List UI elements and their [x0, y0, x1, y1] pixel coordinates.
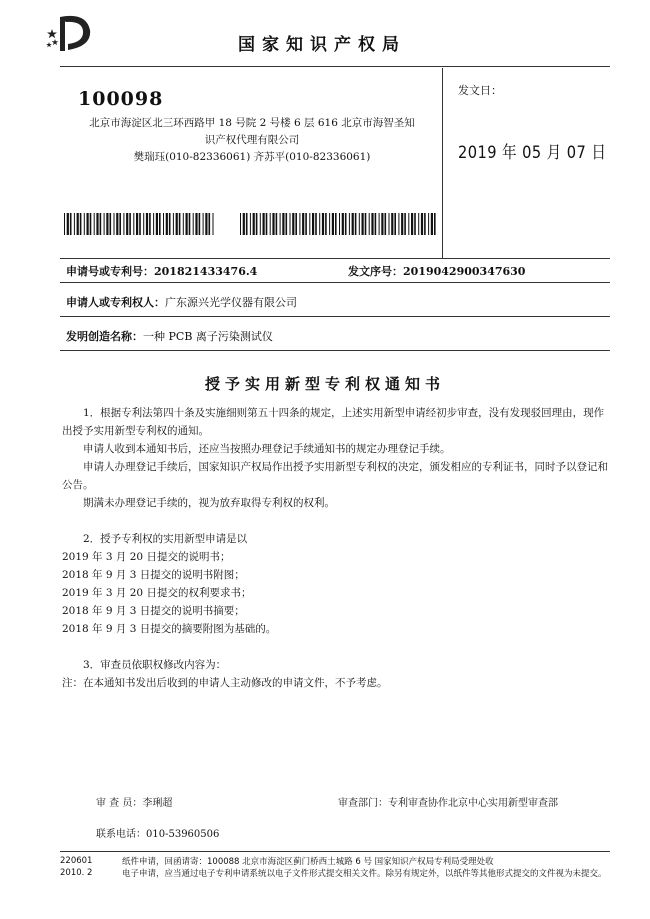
- barcode-icon: [240, 213, 436, 235]
- address-line: 樊瑞珏(010-82336061) 齐苏平(010-82336061): [133, 151, 371, 163]
- field-label: 申请号或专利号：: [66, 265, 154, 278]
- phone-number: 010-53960506: [146, 829, 220, 840]
- footer-notes: [122, 856, 608, 880]
- dispatch-date-label: 发文日：: [458, 84, 502, 97]
- note: 注：在本通知书发出后收到的申请人主动修改的申请文件，不予考虑。: [62, 677, 388, 689]
- department-label: 审查部门：: [338, 798, 388, 809]
- application-number-field: [66, 263, 257, 279]
- field-label: 发明创造名称：: [66, 330, 143, 343]
- list-item: 2019 年 3 月 20 日提交的说明书；: [62, 551, 231, 563]
- divider: [60, 316, 610, 317]
- list-item: 2018 年 9 月 3 日提交的摘要附图为基础的。: [62, 623, 277, 635]
- serial-number-field: [348, 263, 525, 279]
- address-line: 识产权代理有限公司: [204, 134, 300, 146]
- divider-top: [60, 66, 610, 67]
- department-name: 专利审查协作北京中心实用新型审查部: [388, 798, 558, 809]
- footer-line: 电子申请，应当通过电子专利申请系统以电子文件形式提交相关文件。除另有规定外，以纸件等其他形式提交的文件视为未提交。: [122, 869, 607, 879]
- footer-line: 纸件申请，回函请寄：100088 北京市海淀区蓟门桥西土城路 6 号 国家知识产权局专利局受理处收: [122, 857, 494, 867]
- field-label: 申请人或专利权人：: [66, 296, 165, 309]
- notice-title: 授予实用新型专利权通知书: [204, 375, 445, 393]
- list-item: 2018 年 9 月 3 日提交的说明书摘要；: [62, 605, 245, 617]
- examiner-name: 李琍超: [142, 798, 173, 809]
- contact-phone: [96, 825, 219, 840]
- list-item: 2018 年 9 月 3 日提交的说明书附图；: [62, 569, 245, 581]
- barcode-icon: [64, 213, 214, 235]
- application-number: 201821433476.4: [154, 265, 258, 278]
- serial-number: 2019042900347630: [403, 265, 526, 278]
- examiner-label: 审 查 员：: [96, 798, 143, 809]
- paragraph: 申请人收到本通知书后，还应当按照办理登记手续通知书的规定办理登记手续。: [83, 443, 451, 455]
- form-date: 2010. 2: [60, 868, 93, 878]
- applicant-name: 广东源兴光学仪器有限公司: [165, 296, 297, 309]
- divider-footer: [60, 851, 610, 852]
- paragraph-heading: 2．授予专利权的实用新型申请是以: [83, 533, 248, 545]
- office-title: 国家知识产权局: [238, 35, 406, 55]
- recipient-address: [72, 115, 432, 166]
- paragraph-heading: 3．审查员依职权修改内容为：: [83, 659, 227, 671]
- applicant-field: [66, 294, 297, 310]
- postcode: 100098: [78, 88, 164, 110]
- cnipa-logo-icon: [46, 14, 98, 54]
- department: [338, 794, 558, 809]
- field-label: 发文序号：: [348, 265, 403, 278]
- address-line: 北京市海淀区北三环西路甲 18 号院 2 号楼 6 层 616 北京市海智圣知: [89, 117, 415, 129]
- divider: [60, 282, 610, 283]
- phone-label: 联系电话：: [96, 829, 146, 840]
- paragraph: 期满未办理登记手续的，视为放弃取得专利权的权利。: [83, 497, 335, 509]
- vertical-divider: [442, 68, 443, 258]
- paragraph: 申请人办理登记手续后，国家知识产权局作出授予实用新型专利权的决定，颁发相应的专利证书，同时予以登记和公告。: [62, 461, 608, 491]
- invention-name-field: [66, 328, 273, 344]
- notice-body: [62, 404, 614, 692]
- form-code: 220601: [60, 856, 93, 866]
- divider: [60, 258, 610, 259]
- dispatch-date: 2019 年 05 月 07 日: [458, 143, 607, 163]
- invention-name: 一种 PCB 离子污染测试仪: [143, 330, 273, 343]
- list-item: 2019 年 3 月 20 日提交的权利要求书；: [62, 587, 252, 599]
- examiner: [96, 794, 172, 809]
- paragraph: 1．根据专利法第四十条及实施细则第五十四条的规定，上述实用新型申请经初步审查，没有发现驳回理由，现作出授予实用新型专利权的通知。: [62, 407, 605, 437]
- divider: [60, 350, 610, 351]
